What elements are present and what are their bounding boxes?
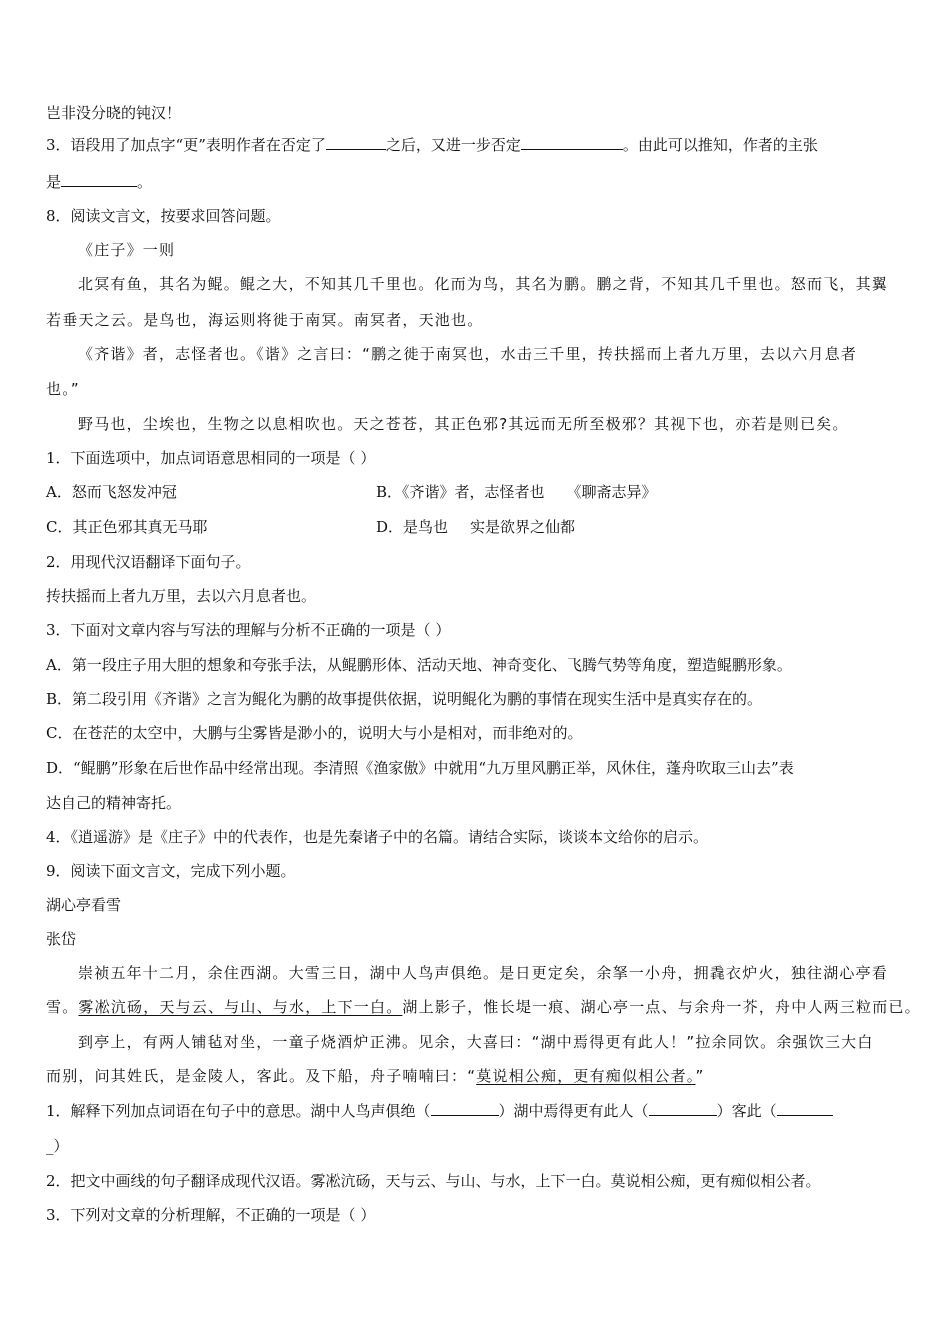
option-text: 实是欲界之仙都 xyxy=(470,518,576,536)
option-text: 《聊斋志异》 xyxy=(566,483,657,501)
question-text: ）湖中焉得更有此人（ xyxy=(498,1102,649,1120)
passage-line: 《齐谐》者，志怪者也。《谐》之言曰：“鹏之徙于南冥也，水击三千里，抟扶摇而上者九万里，去以六月息者 xyxy=(78,345,858,363)
question-line xyxy=(46,135,818,155)
question-line xyxy=(46,172,152,192)
option-d[interactable]: D．“鲲鹏”形象在后世作品中经常出现。李清照《渔家傲》中就用“九万里风鹏正举，风休住，蓬舟吹取三山去”表 xyxy=(46,759,794,777)
option-text: B．《齐谐》者，志怪者也 xyxy=(376,483,545,501)
answer-blank[interactable] xyxy=(521,135,623,150)
passage-text: ” xyxy=(695,1067,705,1085)
option-a[interactable]: A．怒而飞怒发冲冠 xyxy=(46,483,177,501)
question-line: 3．下列对文章的分析理解，不正确的一项是（ ） xyxy=(46,1206,376,1224)
answer-blank[interactable] xyxy=(326,135,386,150)
question-line: 2．用现代汉语翻译下面句子。 xyxy=(46,553,251,571)
text-line: 抟扶摇而上者九万里，去以六月息者也。 xyxy=(46,587,317,605)
question-heading: 8．阅读文言文，按要求回答问题。 xyxy=(46,207,281,225)
passage-line: 到亭上，有两人铺毡对坐，一童子烧酒炉正沸。见余，大喜曰：“湖中焉得更有此人！”拉余同饮。余强饮三大白 xyxy=(78,1033,874,1051)
passage-line: 也。” xyxy=(46,380,80,398)
answer-blank[interactable] xyxy=(649,1101,717,1116)
passage-text: 而别，问其姓氏，是金陵人，客此。及下船，舟子喃喃曰：“ xyxy=(46,1067,477,1085)
question-text: 。由此可以推知，作者的主张 xyxy=(622,136,818,154)
option-c[interactable]: C．其正色邪其真无马耶 xyxy=(46,518,208,536)
option-text: D．是鸟也 xyxy=(376,518,449,536)
question-line: 3．下面对文章内容与写法的理解与分析不正确的一项是（ ） xyxy=(46,621,451,639)
question-text: 3．语段用了加点字“更”表明作者在否定了 xyxy=(46,136,326,154)
passage-line: 野马也，尘埃也，生物之以息相吹也。天之苍苍，其正色邪?其远而无所至极邪？其视下也，亦若是则已矣。 xyxy=(78,415,849,433)
option-b[interactable]: B．第二段引用《齐谐》之言为鲲化为鹏的故事提供依据，说明鲲化为鹏的事情在现实生活中是真实存在的。 xyxy=(46,690,763,708)
option-d[interactable] xyxy=(376,517,575,537)
question-text: ）客此（ xyxy=(716,1102,777,1120)
passage-title: 湖心亭看雪 xyxy=(46,896,122,914)
question-text: 是 xyxy=(46,173,62,191)
question-heading: 9．阅读下面文言文，完成下列小题。 xyxy=(46,862,296,880)
text-line: 岂非没分晓的钝汉！ xyxy=(46,104,182,122)
question-line: 2．把文中画线的句子翻译成现代汉语。雾凇沆砀，天与云、与山、与水，上下一白。莫说相公痴，更有痴似相公者。 xyxy=(46,1172,821,1190)
question-text: 。 xyxy=(137,173,153,191)
passage-author: 张岱 xyxy=(46,930,77,948)
passage-line: 崇祯五年十二月，余住西湖。大雪三日，湖中人鸟声俱绝。是日更定矣，余拏一小舟，拥毳衣炉火，独往湖心亭看 xyxy=(78,964,889,982)
question-line xyxy=(46,1101,833,1121)
option-b[interactable] xyxy=(376,482,657,502)
answer-blank[interactable] xyxy=(777,1101,833,1116)
passage-text: 湖上影子，惟长堤一痕、湖心亭一点、与余舟一芥，舟中人两三粒而已。 xyxy=(402,998,921,1016)
option-a[interactable]: A．第一段庄子用大胆的想象和夸张手法，从鲲鹏形体、活动天地、神奇变化、飞腾气势等角度，塑造鲲鹏形象。 xyxy=(46,656,792,674)
passage-title: 《庄子》一则 xyxy=(78,241,176,259)
text-line: _） xyxy=(46,1137,69,1155)
passage-line: 北冥有鱼，其名为鲲。鲲之大，不知其几千里也。化而为鸟，其名为鹏。鹏之背，不知其几千里也。怒而飞，其翼 xyxy=(78,275,889,293)
passage-text: 雪。 xyxy=(46,998,79,1016)
question-line: 4．《逍遥游》是《庄子》中的代表作，也是先秦诸子中的名篇。请结合实际，谈谈本文给你的启示。 xyxy=(46,828,709,846)
underlined-sentence: 雾凇沆砀，天与云、与山、与水，上下一白。 xyxy=(78,998,403,1016)
passage-line xyxy=(46,1066,704,1086)
passage-line: 若垂天之云。是鸟也，海运则将徙于南冥。南冥者，天池也。 xyxy=(46,311,484,329)
answer-blank[interactable] xyxy=(431,1101,499,1116)
option-c[interactable]: C．在苍茫的太空中，大鹏与尘雾皆是渺小的，说明大与小是相对，而非绝对的。 xyxy=(46,724,583,742)
text-line: 达自己的精神寄托。 xyxy=(46,794,182,812)
underlined-sentence: 莫说相公痴，更有痴似相公者。 xyxy=(476,1067,696,1085)
answer-blank[interactable] xyxy=(61,172,137,187)
question-line: 1．下面选项中，加点词语意思相同的一项是（ ） xyxy=(46,449,376,467)
passage-line xyxy=(46,997,921,1017)
question-text: 1．解释下列加点词语在句子中的意思。湖中人鸟声俱绝（ xyxy=(46,1102,431,1120)
question-text: 之后，又进一步否定 xyxy=(385,136,521,154)
